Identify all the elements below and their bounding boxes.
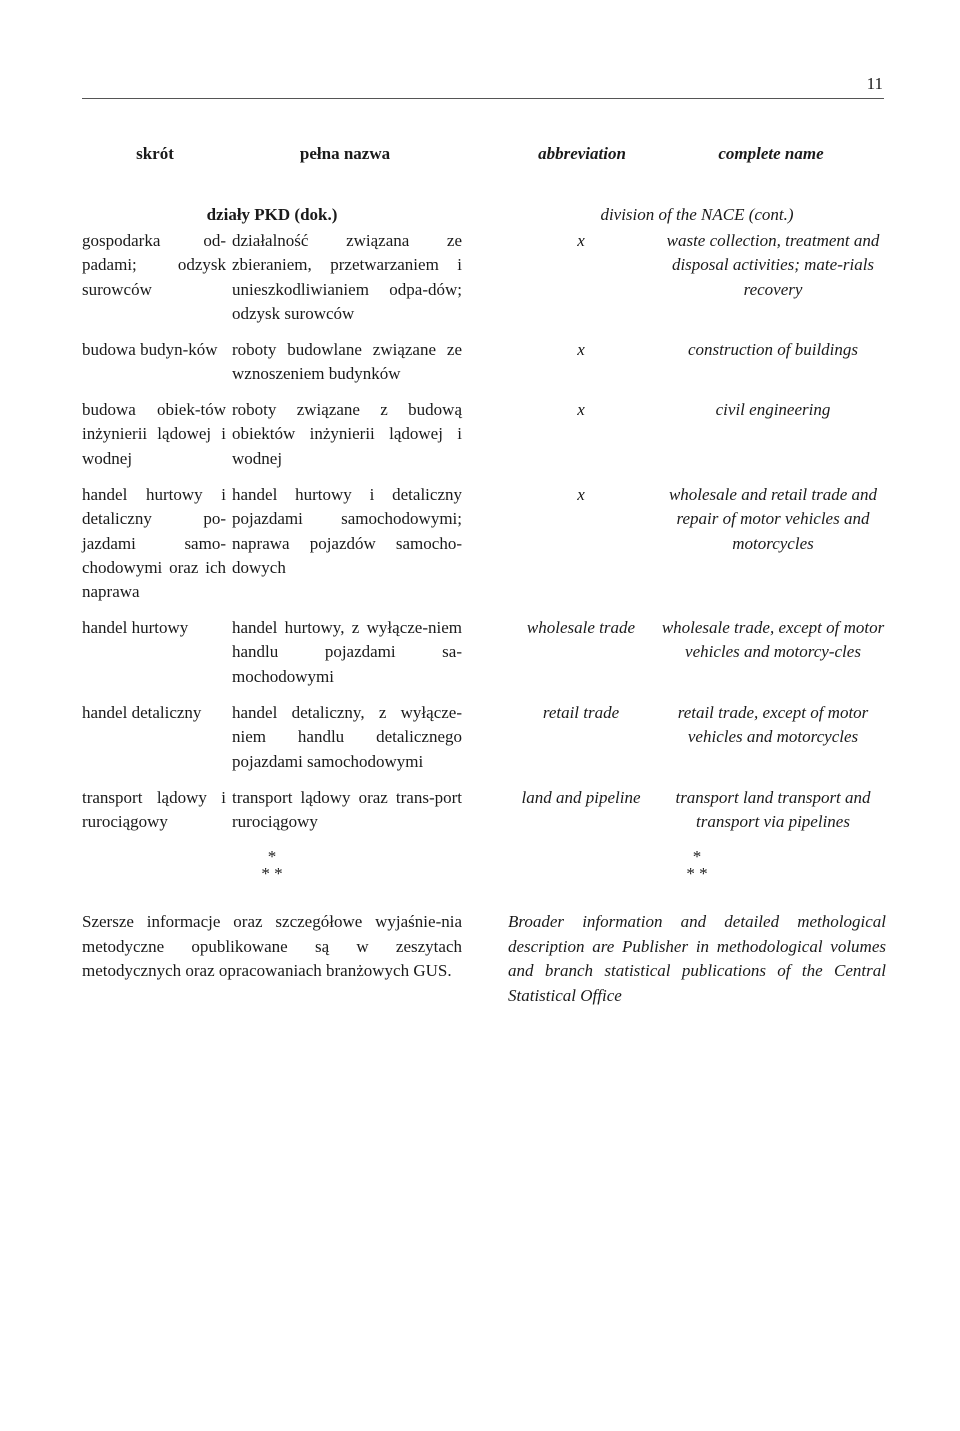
abbr-cell: transport lądowy i rurociągowy xyxy=(82,788,226,832)
full-name-cell: transport lądowy oraz trans-port rurociągowy xyxy=(232,788,462,832)
abbr-cell: gospodarka od-padami; odzysk surowców xyxy=(82,231,226,299)
table-row xyxy=(508,398,886,483)
star-bottom: * * xyxy=(261,864,283,883)
abbr-cell: x xyxy=(577,400,585,419)
full-name-heading: complete name xyxy=(718,144,824,163)
abbr-cell: land and pipeline xyxy=(521,788,641,807)
polish-header xyxy=(82,140,462,168)
polish-column xyxy=(82,140,462,984)
english-column xyxy=(508,140,886,1008)
full-name-cell: transport land transport and transport via pipelines xyxy=(675,788,871,832)
full-name-cell: wholesale and retail trade and repair of motor vehicles and motorcycles xyxy=(668,485,878,553)
abbr-heading: skrót xyxy=(136,144,174,163)
separator-stars xyxy=(508,848,886,882)
table-row xyxy=(508,229,886,338)
full-name-cell: handel hurtowy, z wyłącze-niem handlu pojazdami sa-mochodowymi xyxy=(232,618,462,686)
abbr-cell: x xyxy=(577,340,585,359)
section-title: działy PKD (dok.) xyxy=(206,205,338,224)
abbr-cell: handel detaliczny xyxy=(82,703,202,722)
full-name-cell: roboty związane z budową obiektów inżynierii lądowej i wodnej xyxy=(232,400,462,468)
abbr-cell: budowa obiek-tów inżynierii lądowej i wodnej xyxy=(82,400,226,468)
table-row xyxy=(508,616,886,701)
methodology-note: Broader information and detailed methological description are Publisher in methodological volumes and branch statistical publications of the Central Statistical Office xyxy=(508,912,886,1005)
full-name-cell: roboty budowlane związane ze wznoszeniem budynków xyxy=(232,340,462,384)
full-name-cell: retail trade, except of motor vehicles and motorcycles xyxy=(677,703,869,747)
abbr-cell: handel hurtowy i detaliczny po-jazdami samo-chodowymi oraz ich naprawa xyxy=(82,485,226,602)
star-top: * xyxy=(692,847,702,866)
full-name-cell: wholesale trade, except of motor vehicles and motorcy-cles xyxy=(661,618,885,662)
table-row xyxy=(82,786,462,838)
abbr-cell: x xyxy=(577,485,585,504)
english-header xyxy=(508,140,886,168)
star-top: * xyxy=(267,847,277,866)
table-row xyxy=(82,398,462,483)
abbr-heading: abbreviation xyxy=(538,144,626,163)
table-row xyxy=(508,701,886,786)
table-row xyxy=(82,483,462,616)
section-title: division of the NACE (cont.) xyxy=(600,205,794,224)
separator-stars xyxy=(82,848,462,882)
full-name-cell: działalność związana ze zbieraniem, przetwarzaniem i unieszkodliwianiem odpa-dów; odzysk surowców xyxy=(232,231,462,323)
full-name-cell: waste collection, treatment and disposal activities; mate-rials recovery xyxy=(666,231,880,299)
table-row xyxy=(508,483,886,616)
table-row xyxy=(82,229,462,338)
full-name-cell: handel hurtowy i detaliczny pojazdami samochodowymi; naprawa pojazdów samocho-dowych xyxy=(232,485,462,577)
header-rule xyxy=(82,98,884,99)
full-name-cell: civil engineering xyxy=(715,400,831,419)
full-name-heading: pełna nazwa xyxy=(299,144,391,163)
abbr-cell: budowa budyn-ków xyxy=(82,340,218,359)
table-row xyxy=(82,616,462,701)
table-row xyxy=(508,786,886,838)
page-number: 11 xyxy=(866,74,883,93)
full-name-cell: construction of buildings xyxy=(688,340,858,359)
full-name-cell: handel detaliczny, z wyłącze-niem handlu detalicznego pojazdami samochodowymi xyxy=(232,703,462,771)
table-row xyxy=(508,338,886,398)
abbr-cell: wholesale trade xyxy=(526,618,636,637)
abbr-cell: handel hurtowy xyxy=(82,618,189,637)
methodology-note: Szersze informacje oraz szczegółowe wyjaśnie-nia metodyczne opublikowane są w zeszytach metodycznych oraz opracowaniach branżowych GUS. xyxy=(82,912,462,980)
table-row xyxy=(82,338,462,398)
abbr-cell: retail trade xyxy=(542,703,620,722)
table-row xyxy=(82,701,462,786)
star-bottom: * * xyxy=(686,864,708,883)
abbr-cell: x xyxy=(577,231,585,250)
